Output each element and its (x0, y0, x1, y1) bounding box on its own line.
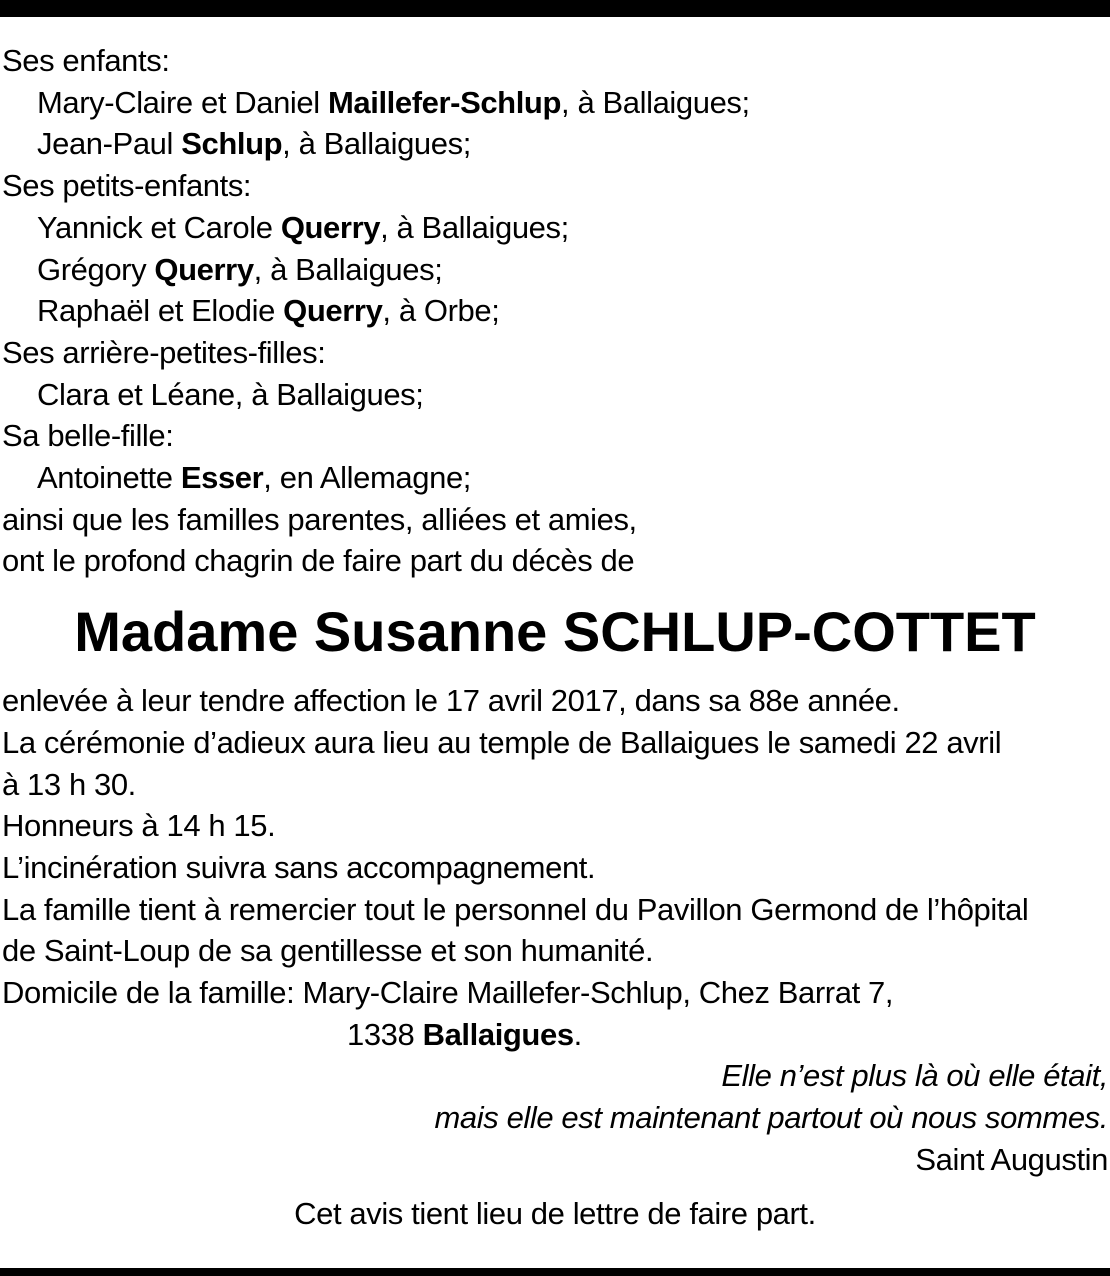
child-entry (2, 82, 1108, 124)
child-place: , à Ballaigues; (561, 84, 750, 120)
city-name: Ballaigues (422, 1016, 574, 1052)
grandchild-entry (2, 290, 1108, 332)
detail-line: La cérémonie d’adieux aura lieu au temple de Ballaigues le samedi 22 avril (2, 724, 1002, 760)
child-last-name: Maillefer-Schlup (327, 84, 562, 120)
obituary-notice (2, 40, 1108, 1234)
families-line: ainsi que les familles parentes, alliées et amies, (2, 501, 637, 537)
detail-line: La famille tient à remercier tout le personnel du Pavillon Germond de l’hôpital (2, 891, 1029, 927)
announce-line: ont le profond chagrin de faire part du décès de (2, 543, 635, 579)
grandchild-entry (2, 249, 1108, 291)
domicile-address: Mary-Claire Maillefer-Schlup, Chez Barrat 7, (302, 975, 894, 1011)
daughter-in-law-entry (2, 457, 1108, 499)
deceased-name: Madame Susanne SCHLUP-COTTET (74, 600, 1036, 664)
postal-code: 1338 (347, 1016, 415, 1052)
grandchild-first-names: Yannick et Carole (37, 209, 273, 245)
closing-note: Cet avis tient lieu de lettre de faire part. (294, 1195, 816, 1231)
grandchildren-heading: Ses petits-enfants: (2, 168, 252, 204)
detail-line: L’incinération suivra sans accompagnement. (2, 849, 596, 885)
grandchild-first-names: Grégory (37, 251, 147, 287)
great-grandchildren-heading: Ses arrière-petites-filles: (2, 334, 326, 370)
domicile-city-line (2, 1014, 1108, 1056)
great-grandchildren-entry: Clara et Léane, à Ballaigues; (37, 376, 424, 412)
detail-line: enlevée à leur tendre affection le 17 avril 2017, dans sa 88e année. (2, 683, 900, 719)
grandchild-last-name: Querry (154, 251, 254, 287)
daughter-in-law-last-name: Esser (180, 460, 264, 496)
bottom-rule (0, 1268, 1110, 1276)
quote-line: mais elle est maintenant partout où nous sommes. (434, 1100, 1108, 1136)
domicile-label: Domicile de la famille: (2, 975, 295, 1011)
children-heading: Ses enfants: (2, 43, 170, 78)
child-entry (2, 123, 1108, 165)
domicile-line (2, 972, 1108, 1014)
child-last-name: Schlup (181, 126, 283, 162)
daughter-in-law-place: , en Allemagne; (263, 460, 471, 496)
daughter-in-law-first-name: Antoinette (37, 460, 173, 496)
child-first-names: Mary-Claire et Daniel (37, 84, 320, 120)
grandchild-last-name: Querry (283, 293, 383, 329)
city-suffix: . (573, 1016, 582, 1052)
grandchild-entry (2, 207, 1108, 249)
quote-line: Elle n’est plus là où elle était, (721, 1058, 1108, 1094)
detail-line: Honneurs à 14 h 15. (2, 808, 276, 844)
quote-author: Saint Augustin (915, 1141, 1108, 1177)
top-rule (0, 0, 1110, 17)
child-first-names: Jean-Paul (37, 126, 173, 162)
grandchild-place: , à Orbe; (382, 293, 500, 329)
grandchild-place: , à Ballaigues; (380, 209, 569, 245)
grandchild-last-name: Querry (280, 209, 381, 245)
daughter-in-law-heading: Sa belle-fille: (2, 418, 174, 454)
child-place: , à Ballaigues; (282, 126, 471, 162)
grandchild-first-names: Raphaël et Elodie (37, 293, 275, 329)
detail-line: de Saint-Loup de sa gentillesse et son humanité. (2, 933, 654, 969)
detail-line: à 13 h 30. (2, 766, 136, 802)
grandchild-place: , à Ballaigues; (253, 251, 443, 287)
